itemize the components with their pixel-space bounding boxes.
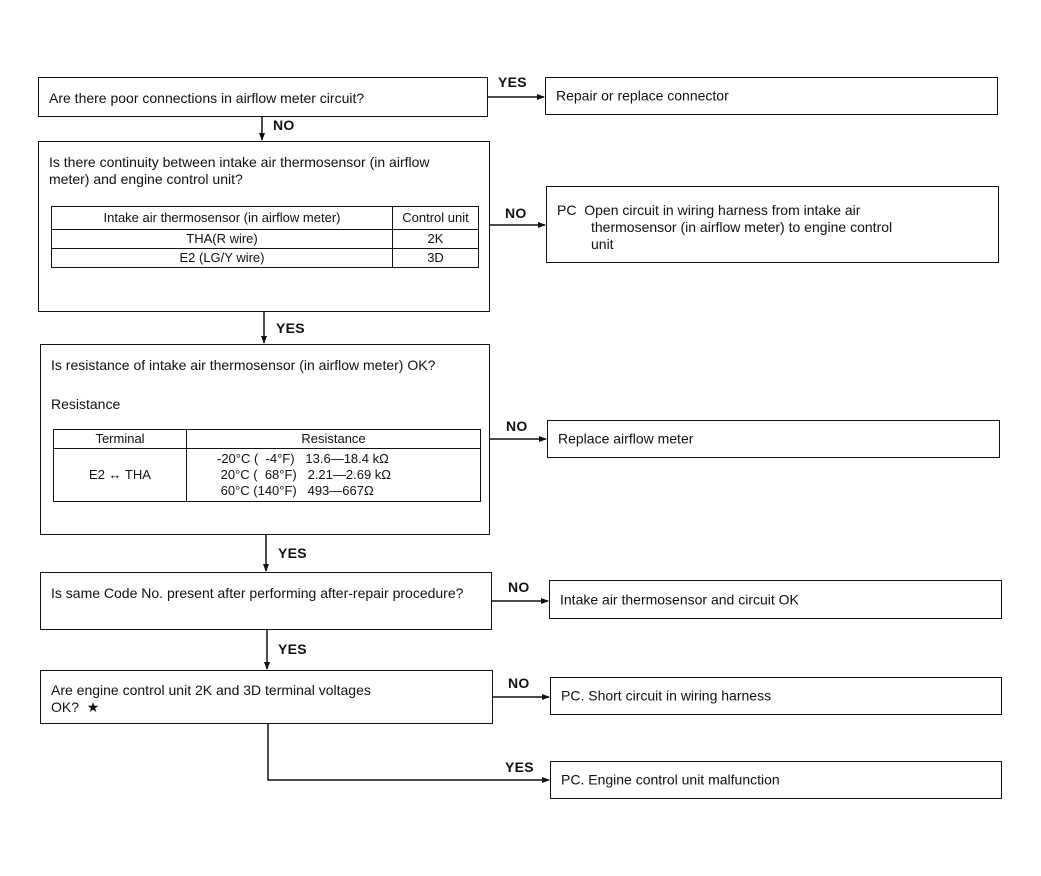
q3-no-label: NO bbox=[506, 418, 528, 434]
q5-yes-result: PC. Engine control unit malfunction bbox=[561, 771, 780, 788]
q5-question-line1: Are engine control unit 2K and 3D terminal voltages bbox=[51, 682, 371, 698]
q1-question: Are there poor connections in airflow meter circuit? bbox=[49, 90, 365, 106]
q5-question-box bbox=[40, 670, 493, 724]
table-row bbox=[52, 230, 479, 249]
q3-subtitle: Resistance bbox=[51, 396, 121, 412]
q5-no-result: PC. Short circuit in wiring harness bbox=[561, 687, 772, 704]
star-icon: ★ bbox=[86, 699, 100, 715]
q2-question-box bbox=[38, 141, 490, 312]
q3-table-terminal: E2 ↔ THA bbox=[54, 449, 187, 502]
q2-no-result-prefix: PC bbox=[557, 202, 577, 218]
q3-resistance-row-3: 60°C (140°F) 493—667Ω bbox=[217, 483, 374, 498]
q4-question-box bbox=[40, 572, 492, 630]
q2-table-header-unit: Control unit bbox=[393, 207, 479, 230]
q4-yes-label: YES bbox=[278, 641, 307, 657]
q1-yes-label: YES bbox=[498, 74, 527, 90]
table-row bbox=[54, 449, 481, 502]
q5-yes-result-box bbox=[550, 761, 1002, 799]
q3-question-box bbox=[40, 344, 490, 535]
q3-no-result-box bbox=[547, 420, 1000, 458]
q2-no-label: NO bbox=[505, 205, 527, 221]
table-cell: 2K bbox=[393, 230, 479, 249]
q2-no-result-line1 bbox=[557, 202, 990, 219]
q1-yes-result-box bbox=[545, 77, 998, 115]
q3-table-header-terminal: Terminal bbox=[54, 430, 187, 449]
q3-yes-label: YES bbox=[278, 545, 307, 561]
q4-no-label: NO bbox=[508, 579, 530, 595]
q2-no-result-box bbox=[546, 186, 999, 263]
table-cell: E2 (LG/Y wire) bbox=[52, 249, 393, 268]
q1-no-label: NO bbox=[273, 117, 295, 133]
q2-table-header-sensor: Intake air thermosensor (in airflow meter) bbox=[52, 207, 393, 230]
q2-no-result-line3: unit bbox=[591, 236, 614, 252]
q3-table-values bbox=[187, 449, 481, 502]
q3-table-header-resistance: Resistance bbox=[187, 430, 481, 449]
q5-no-result-box bbox=[550, 677, 1002, 715]
q5-question-line2 bbox=[51, 699, 484, 716]
q2-no-result-line2: thermosensor (in airflow meter) to engine control bbox=[591, 219, 893, 235]
table-cell: THA(R wire) bbox=[52, 230, 393, 249]
q3-no-result: Replace airflow meter bbox=[558, 430, 694, 447]
q1-question-box bbox=[38, 77, 488, 117]
table-row bbox=[52, 207, 479, 230]
q5-no-label: NO bbox=[508, 675, 530, 691]
table-row bbox=[52, 249, 479, 268]
q4-no-result-box bbox=[549, 580, 1002, 619]
q2-continuity-table bbox=[51, 206, 479, 268]
table-cell: 3D bbox=[393, 249, 479, 268]
q3-resistance-row-2: 20°C ( 68°F) 2.21—2.69 kΩ bbox=[217, 467, 392, 482]
q2-no-result-text1: Open circuit in wiring harness from intake air bbox=[584, 202, 861, 218]
q3-question: Is resistance of intake air thermosensor (in airflow meter) OK? bbox=[51, 357, 436, 373]
q5-yes-label: YES bbox=[505, 759, 534, 775]
q4-question: Is same Code No. present after performing after-repair procedure? bbox=[51, 585, 464, 601]
q1-yes-result: Repair or replace connector bbox=[556, 87, 729, 104]
table-row bbox=[54, 430, 481, 449]
q3-resistance-row-1: -20°C ( -4°F) 13.6—18.4 kΩ bbox=[217, 451, 389, 466]
q3-resistance-table bbox=[53, 429, 481, 502]
q5-question-line2-text: OK? bbox=[51, 699, 80, 715]
q4-no-result: Intake air thermosensor and circuit OK bbox=[560, 591, 799, 607]
q2-question: Is there continuity between intake air thermosensor (in airflow meter) and engine control unit? bbox=[49, 154, 430, 187]
q2-yes-label: YES bbox=[276, 320, 305, 336]
